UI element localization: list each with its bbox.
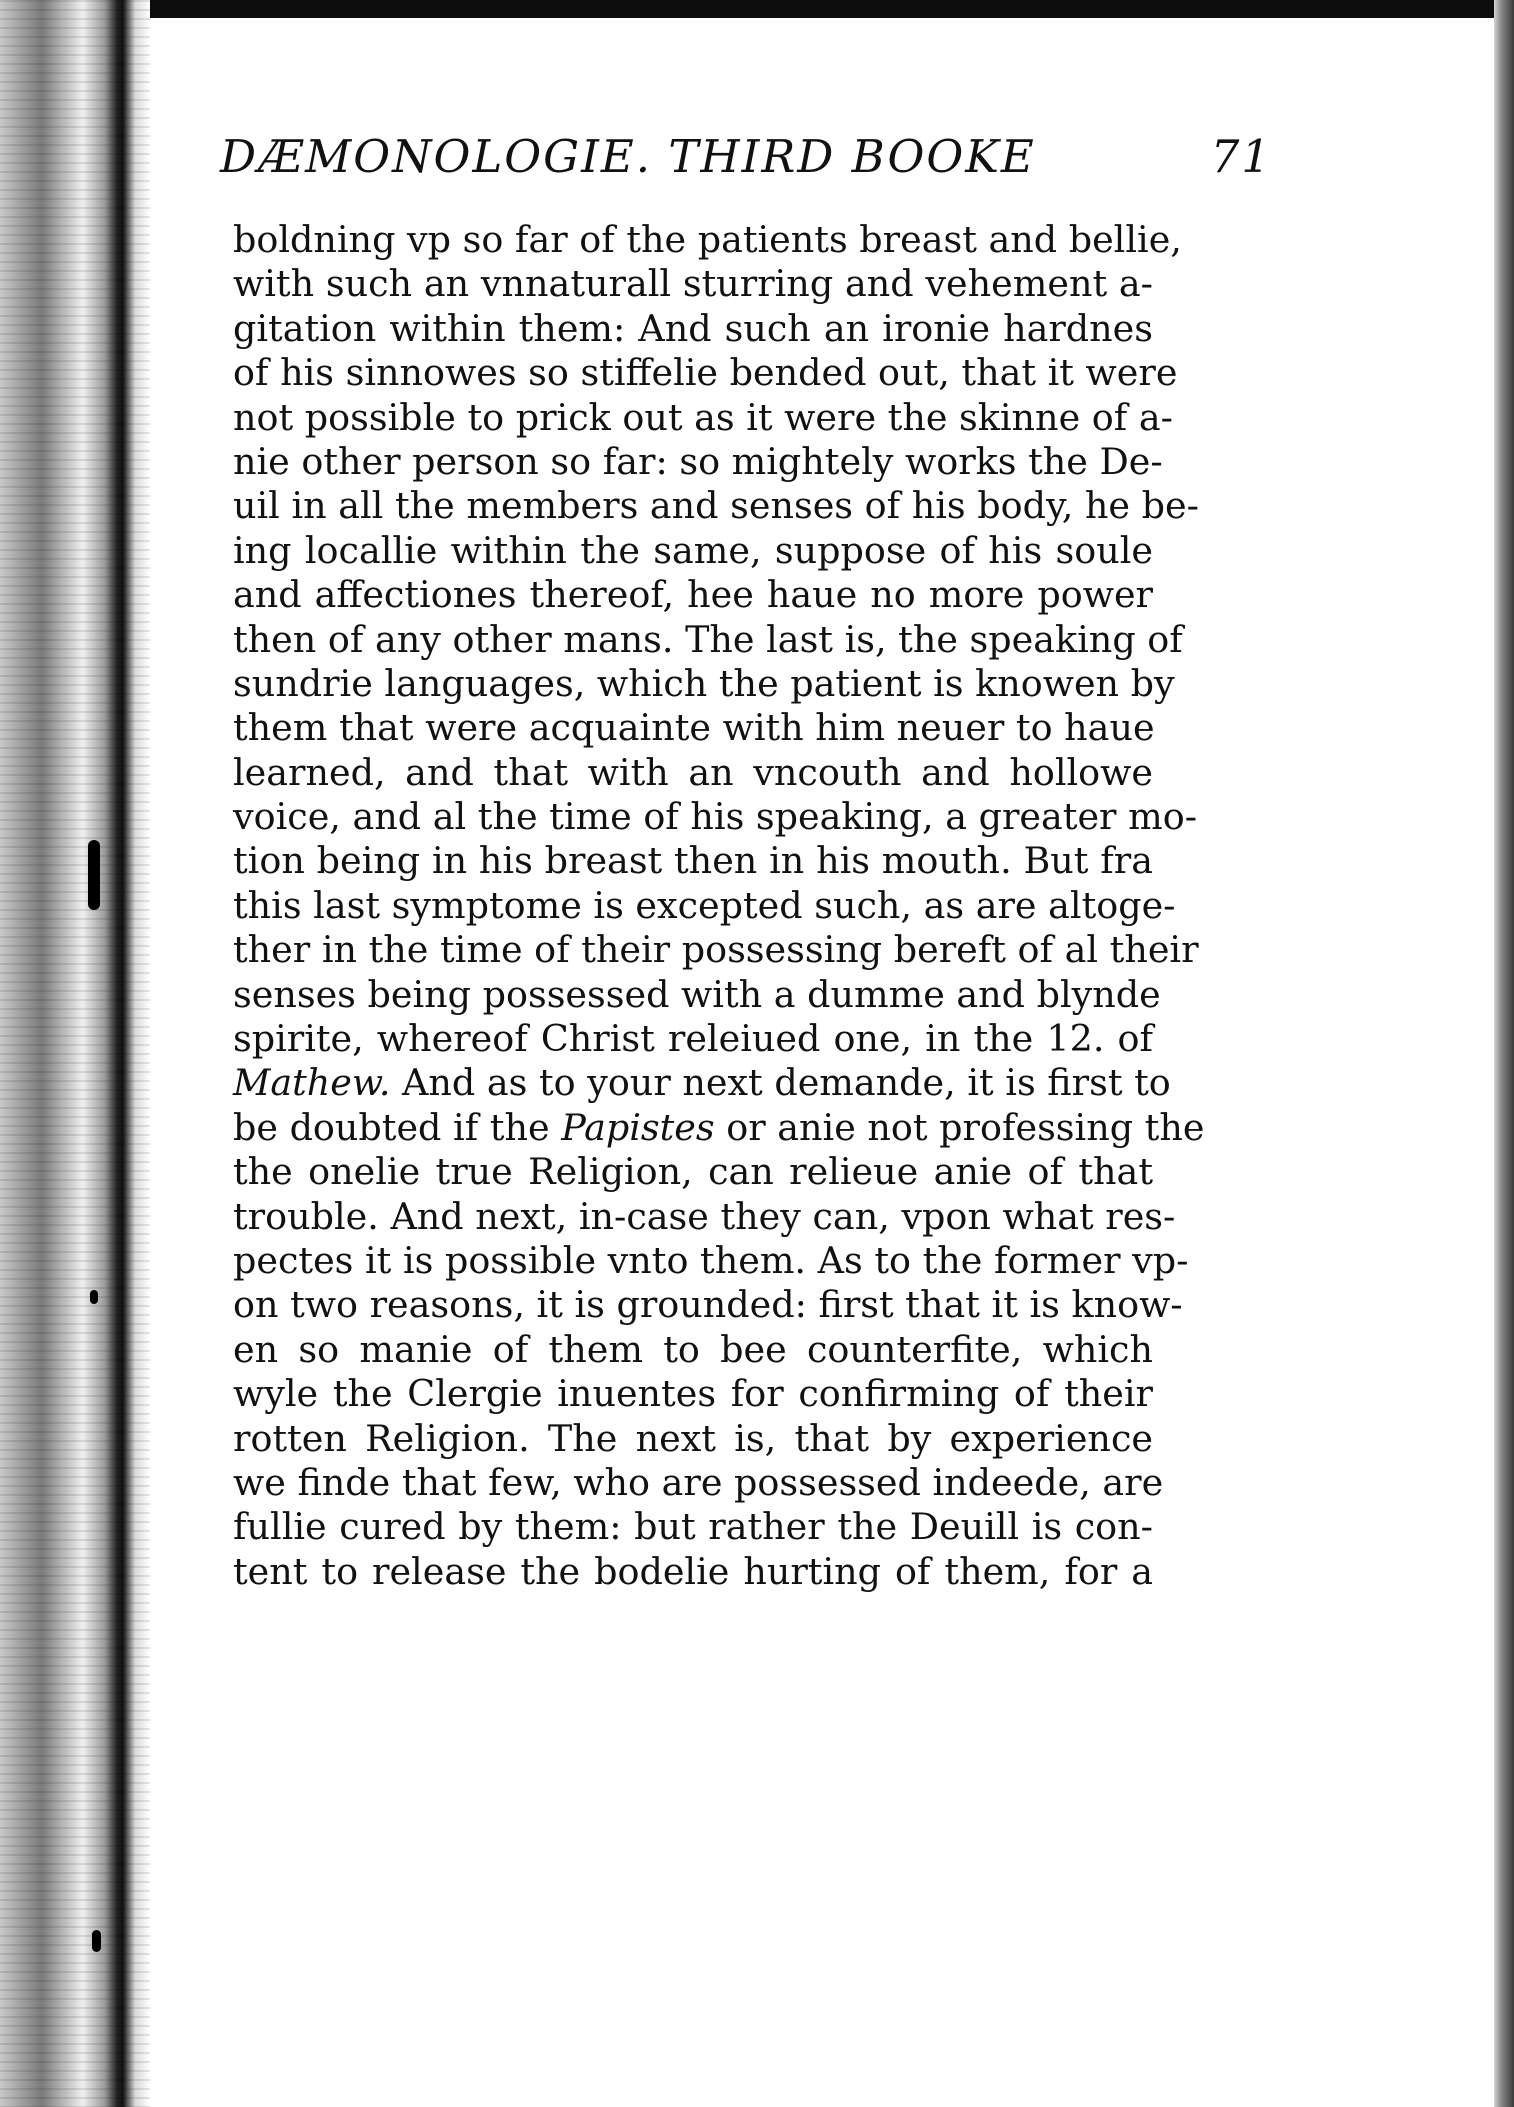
text-line: of his sinnowes so stiffelie bended out, that it were [233, 351, 1178, 395]
body-text [233, 218, 1205, 1594]
text-line: not possible to prick out as it were the skinne of a- [233, 395, 1173, 439]
text-line: tion being in his breast then in his mouth. But fra [233, 839, 1153, 883]
italic-word: Mathew. [233, 1061, 391, 1105]
text-line: trouble. And next, in-case they can, vpon what res- [233, 1194, 1176, 1238]
text-line: with such an vnnaturall sturring and vehement a- [233, 262, 1153, 306]
running-head [220, 130, 1272, 190]
text-line-mixed [233, 1061, 1171, 1105]
text-line: spirite, whereof Christ releiued one, in the 12. of [233, 1017, 1153, 1061]
text-line: them that were acquainte with him neuer to haue [233, 706, 1155, 750]
text-line: fullie cured by them: but rather the Deuill is con- [233, 1505, 1153, 1549]
text-line: the onelie true Religion, can relieue anie of that [233, 1150, 1153, 1194]
text-line: nie other person so far: so mightely works the De- [233, 439, 1163, 483]
text-line: learned, and that with an vncouth and hollowe [233, 750, 1153, 794]
text-line: ther in the time of their possessing bereft of al their [233, 928, 1199, 972]
text-segment: be doubted if the [233, 1105, 562, 1149]
gutter-mark [88, 840, 100, 910]
scan-top-edge [0, 0, 1514, 18]
text-line: sundrie languages, which the patient is knowen by [233, 661, 1175, 705]
italic-word: Papistes [561, 1105, 715, 1149]
text-line: ing locallie within the same, suppose of his soule [233, 528, 1153, 572]
text-line: pectes it is possible vnto them. As to the former vp- [233, 1238, 1189, 1282]
text-line: rotten Religion. The next is, that by experience [233, 1416, 1153, 1460]
scan-right-edge [1494, 0, 1514, 2107]
text-line: this last symptome is excepted such, as are altoge- [233, 883, 1176, 927]
running-head-title: DÆMONOLOGIE. THIRD BOOKE [220, 130, 1036, 183]
text-line: tent to release the bodelie hurting of them, for a [233, 1549, 1153, 1593]
text-line-mixed [233, 1105, 1205, 1150]
page-number: 71 [1210, 130, 1272, 183]
gutter-mark [92, 1930, 101, 1952]
book-gutter [0, 0, 150, 2107]
text-line: senses being possessed with a dumme and blynde [233, 972, 1161, 1016]
text-line: on two reasons, it is grounded: first that it is know- [233, 1283, 1183, 1327]
text-line: uil in all the members and senses of his body, he be- [233, 484, 1199, 528]
text-line: wyle the Clergie inuentes for confirming of their [233, 1372, 1153, 1416]
book-page [150, 18, 1494, 2107]
text-line: we finde that few, who are possessed indeede, are [233, 1460, 1164, 1504]
text-line: and affectiones thereof, hee haue no more power [233, 573, 1153, 617]
text-segment: or anie not professing the [714, 1105, 1205, 1149]
text-line: boldning vp so far of the patients breast and bellie, [233, 218, 1182, 261]
gutter-mark [90, 1290, 98, 1304]
text-line: en so manie of them to bee counterfite, which [233, 1327, 1153, 1371]
text-line: voice, and al the time of his speaking, a greater mo- [233, 795, 1198, 839]
text-line: then of any other mans. The last is, the speaking of [233, 617, 1183, 661]
text-segment: And as to your next demande, it is first to [390, 1061, 1171, 1105]
text-line: gitation within them: And such an ironie hardnes [233, 306, 1153, 350]
